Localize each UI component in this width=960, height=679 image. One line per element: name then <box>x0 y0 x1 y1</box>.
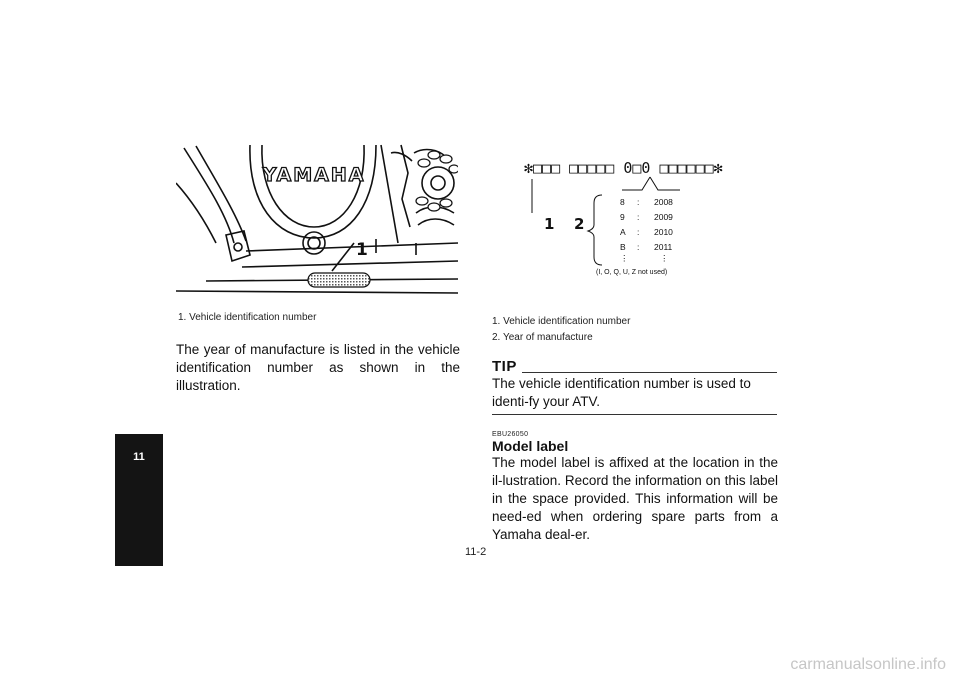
year-row <box>620 197 673 207</box>
year-sep: : <box>637 212 640 222</box>
section-heading: Model label <box>492 438 569 454</box>
left-body-text: The year of manufacture is listed in the vehicle identification number as shown in the illustration. <box>176 342 460 393</box>
year-sep: : <box>637 227 640 237</box>
year-sep: : <box>637 242 640 252</box>
vin-diagram <box>522 155 744 280</box>
year-value: 2011 <box>654 242 673 252</box>
year-sep: : <box>637 197 640 207</box>
year-note: (I, O, Q, U, Z not used) <box>596 269 668 276</box>
left-figure-callout: 1 <box>356 240 368 260</box>
tip-body-text: The vehicle identification number is used to identi-fy your ATV. <box>492 376 751 409</box>
chapter-tab <box>115 434 163 566</box>
chapter-tab-label: 11 <box>133 451 145 463</box>
section-body-text: The model label is affixed at the location in the il-lustration. Record the information on this label in the space provided. This information will be need-ed when ordering spare parts from a Yamaha deal-er. <box>492 455 778 542</box>
engine-illustration <box>176 143 458 298</box>
right-caption-2: 2. Year of manufacture <box>492 332 593 343</box>
yamaha-brand-lettering: YAMAHA <box>262 164 366 186</box>
year-code: 8 <box>620 197 625 207</box>
tip-heading: TIP <box>492 358 517 375</box>
section-code: EBU26050 <box>492 431 529 438</box>
year-row <box>620 227 673 237</box>
watermark: carmanualsonline.info <box>790 656 946 673</box>
year-code: 9 <box>620 212 625 222</box>
vin-callout-2: 2 <box>574 215 585 233</box>
year-code-ellipsis: ⋮ <box>620 253 629 263</box>
vin-callout-1: 1 <box>544 215 555 233</box>
vin-code-text: ✻□□□ □□□□□ 0□0 □□□□□□✻ <box>524 159 723 177</box>
year-value: 2009 <box>654 212 673 222</box>
tip-rule-top <box>522 372 777 373</box>
right-caption-1: 1. Vehicle identification number <box>492 316 631 327</box>
year-code: B <box>620 242 626 252</box>
year-value-ellipsis: ⋮ <box>660 253 669 263</box>
year-code: A <box>620 227 626 237</box>
page-number: 11-2 <box>465 546 487 558</box>
year-row <box>620 242 673 252</box>
year-value: 2010 <box>654 227 673 237</box>
tip-rule-bottom <box>492 414 777 415</box>
year-row <box>620 212 673 222</box>
left-figure-caption: 1. Vehicle identification number <box>178 312 317 323</box>
year-value: 2008 <box>654 197 673 207</box>
